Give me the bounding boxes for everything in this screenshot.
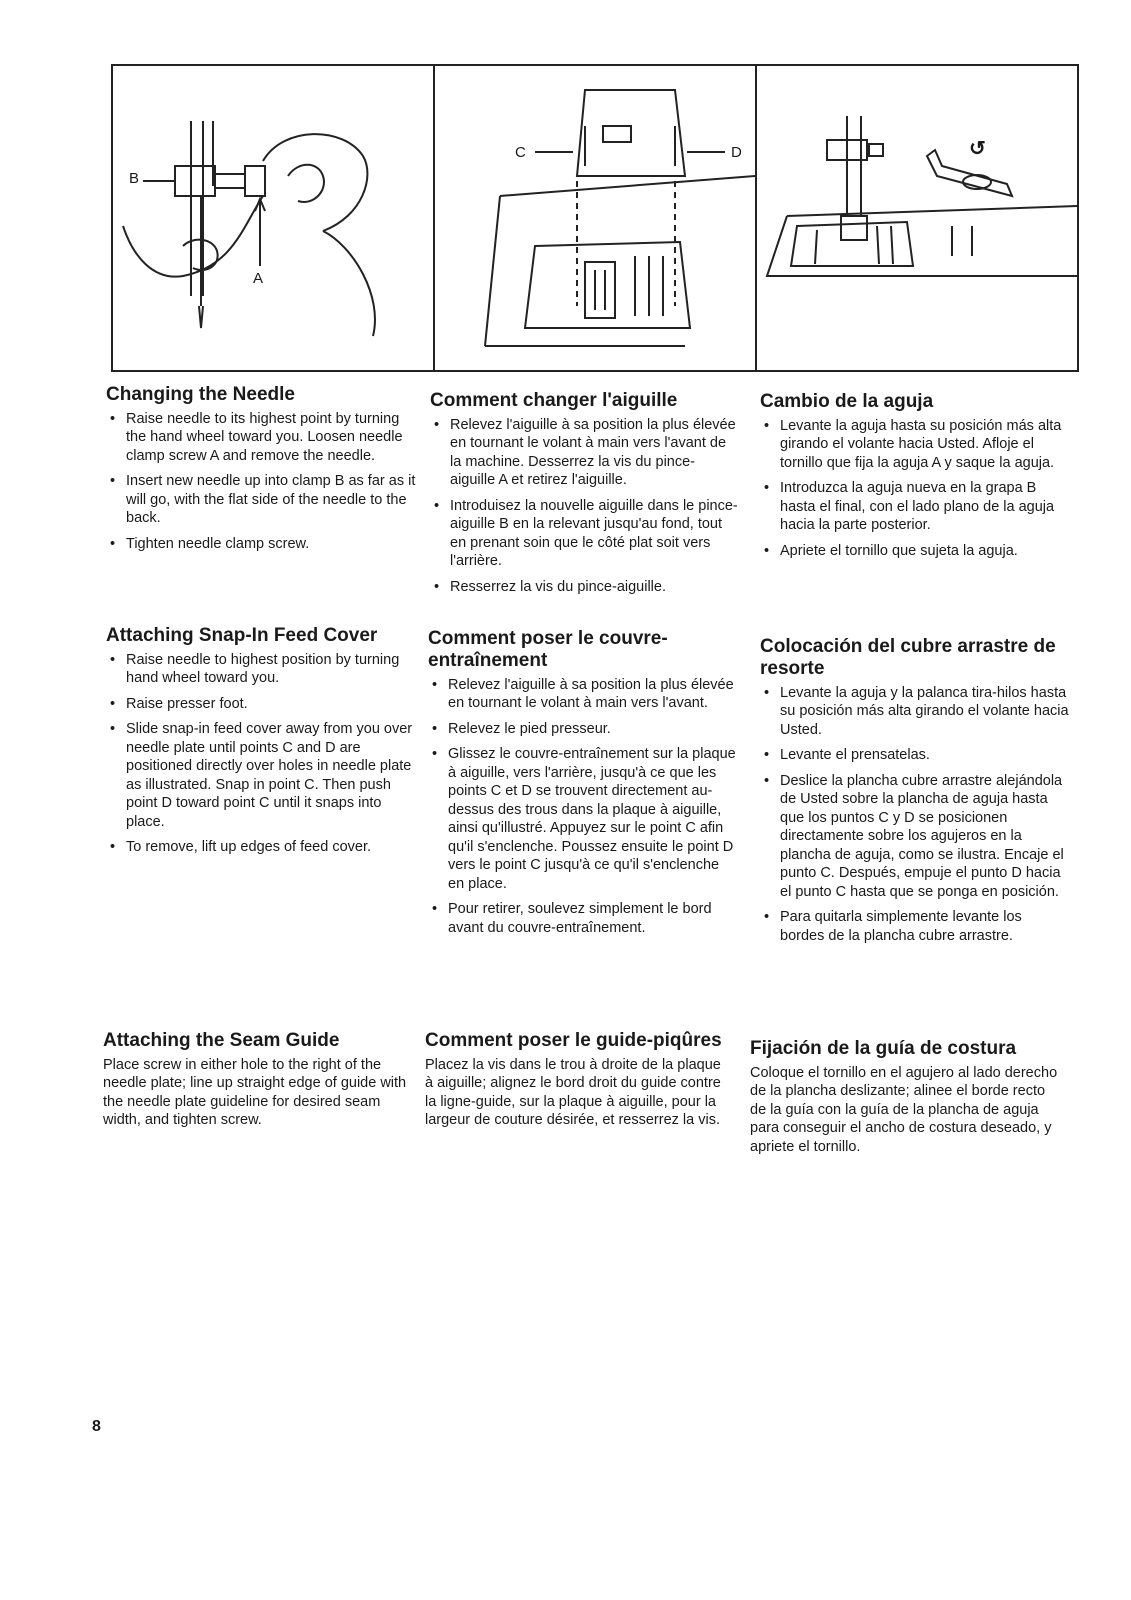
heading-feed-cover: Attaching Snap-In Feed Cover <box>106 625 378 646</box>
figure-seam-guide <box>757 66 1077 370</box>
heading-cambio-aguja: Cambio de la aguja <box>760 391 934 412</box>
figure-strip <box>111 64 1079 372</box>
paragraph: Place screw in either hole to the right of the needle plate; line up straight edge of guide with the needle plate guideline for desired seam width, and tighten screw. <box>103 1056 407 1129</box>
column-english <box>106 384 416 560</box>
list-item: • Levante el prensatelas. <box>760 746 1070 765</box>
list-item: • Para quitarla simplemente levante los bordes de la plancha cubre arrastre. <box>760 908 1070 945</box>
list-item: • Relevez le pied presseur. <box>428 720 738 739</box>
list-item: • Slide snap-in feed cover away from you over needle plate until points C and D are positioned directly over holes in needle plate as illustrated. Snap in point C. Then push point D toward point C until it snaps into place. <box>106 720 416 831</box>
list-item: • Levante la aguja hasta su posición más alta girando el volante hacia Usted. Afloje el tornillo que fija la aguja A y saque la aguja. <box>760 417 1070 473</box>
list-item: • To remove, lift up edges of feed cover. <box>106 838 416 857</box>
paragraph: Placez la vis dans le trou à droite de la plaque à aiguille; alignez le bord droit du guide contre la ligne-guide, sur la plaque à aiguille, pour la largeur de couture désirée, et resserrez la vis. <box>425 1056 721 1129</box>
list-item: • Pour retirer, soulevez simplement le bord avant du couvre-entraînement. <box>428 900 738 937</box>
list-item: • Raise presser foot. <box>106 695 416 714</box>
list-item: • Relevez l'aiguille à sa position la plus élevée en tournant le volant à main vers l'avant de la machine. Desserrez la vis du pince-aiguille A et retirez l'aiguille. <box>430 416 740 490</box>
list-item: • Resserrez la vis du pince-aiguille. <box>430 578 740 597</box>
heading-couvre-entrainement: Comment poser le couvre-entraînement <box>428 628 668 671</box>
column-english-feed <box>106 625 416 864</box>
heading-changer-aiguille: Comment changer l'aiguille <box>430 390 678 411</box>
heading-cubre-arrastre: Colocación del cubre arrastre de resorte <box>760 636 1056 679</box>
list-item: • Insert new needle up into clamp B as far as it will go, with the flat side of the needle to the back. <box>106 472 416 528</box>
needle-illustration <box>113 66 433 370</box>
column-french <box>430 390 740 603</box>
list-item: • Raise needle to its highest point by turning the hand wheel toward you. Loosen needle clamp screw A and remove the needle. <box>106 410 416 466</box>
feed-cover-illustration <box>435 66 755 370</box>
seam-guide-illustration <box>757 66 1077 370</box>
paragraph: Coloque el tornillo en el agujero al lado derecho de la plancha deslizante; alinee el borde recto de la guía con la guía de la plancha de aguja para conseguir el ancho de costura deseado, y apriete el tornillo. <box>750 1064 1058 1155</box>
list-item: • Glissez le couvre-entraînement sur la plaque à aiguille, vers l'arrière, jusqu'à ce que les points C et D se trouvent directement au-dessus des trous dans la plaque à aiguille, ainsi qu'illustré. Appuyez sur le point C afin qu'il s'enclenche. Poussez ensuite le point D vers le point C jusqu'à ce qu'il s'enclenche en place. <box>428 745 738 893</box>
column-french-feed <box>428 628 738 944</box>
figure-changing-needle <box>113 66 435 370</box>
column-spanish <box>760 391 1070 567</box>
label-a: A <box>253 270 264 287</box>
heading-changing-needle: Changing the Needle <box>106 384 295 405</box>
list-item: • Introduisez la nouvelle aiguille dans le pince-aiguille B en la relevant jusqu'au fond, tout en prenant soin que le côté plat soit vers l'arrière. <box>430 497 740 571</box>
list-item: • Tighten needle clamp screw. <box>106 535 416 554</box>
list-item: • Raise needle to highest position by turning hand wheel toward you. <box>106 651 416 688</box>
heading-seam-guide: Attaching the Seam Guide <box>103 1030 340 1051</box>
rotate-arrow-icon: ↺ <box>969 138 986 160</box>
heading-guide-piqures: Comment poser le guide-piqûres <box>425 1030 722 1051</box>
list-item: • Apriete el tornillo que sujeta la aguja. <box>760 542 1070 561</box>
column-english-seam <box>103 1030 413 1130</box>
label-d: D <box>731 144 742 161</box>
column-spanish-feed <box>760 636 1070 952</box>
column-french-seam <box>425 1030 725 1130</box>
list-item: • Relevez l'aiguille à sa position la plus élevée en tournant le volant à main vers l'avant. <box>428 676 738 713</box>
label-c: C <box>515 144 526 161</box>
figure-feed-cover <box>435 66 757 370</box>
list-item: • Introduzca la aguja nueva en la grapa B hasta el final, con el lado plano de la aguja hacia la parte posterior. <box>760 479 1070 535</box>
page-number: 8 <box>92 1418 101 1435</box>
label-b: B <box>129 170 140 187</box>
list-item: • Levante la aguja y la palanca tira-hilos hasta su posición más alta girando el volante hacia Usted. <box>760 684 1070 740</box>
column-spanish-seam <box>750 1038 1060 1156</box>
heading-guia-costura: Fijación de la guía de costura <box>750 1038 1017 1059</box>
list-item: • Deslice la plancha cubre arrastre alejándola de Usted sobre la plancha de aguja hasta que los puntos C y D se posicionen directamente sobre los agujeros en la plancha de aguja, como se ilustra. Encaje el punto C. Después, empuje el punto D hacia el punto C hasta que se ponga en posición. <box>760 772 1070 902</box>
